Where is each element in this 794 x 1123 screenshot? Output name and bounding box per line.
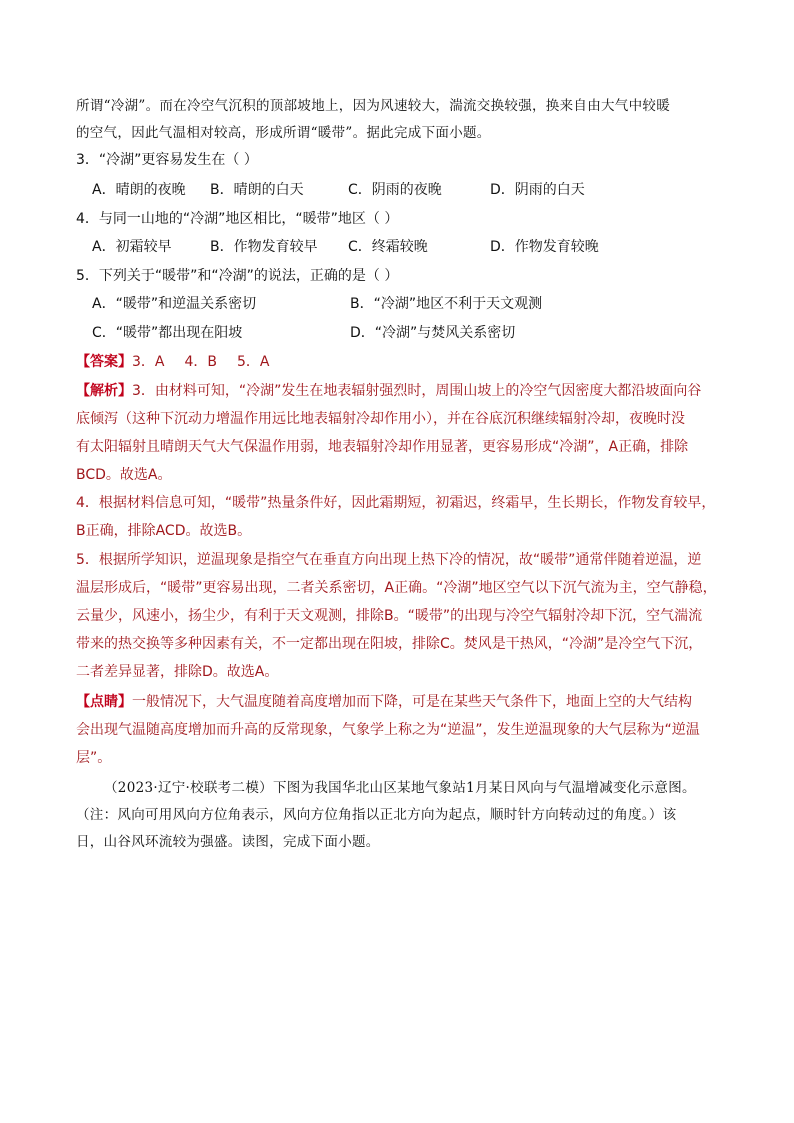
question-3-stem: 3．“冷湖”更容易发生在（ ） bbox=[76, 152, 258, 168]
next-intro-line-3: 日，山谷风环流较为强盛。读图，完成下面小题。 bbox=[76, 834, 380, 850]
note-line-1 bbox=[76, 692, 692, 712]
intro-line-2: 的空气，因此气温相对较高，形成所谓“暖带”。据此完成下面小题。 bbox=[76, 125, 491, 141]
question-4-stem: 4．与同一山地的“冷湖”地区相比，“暖带”地区（ ） bbox=[76, 211, 399, 227]
option-4a: A．初霜较早 bbox=[92, 239, 172, 255]
question-5-options-row-1 bbox=[92, 294, 542, 314]
next-intro-line-2: （注：风向可用风向方位角表示，风向方位角指以正北方向为起点，顺时针方向转动过的角度。）该 bbox=[76, 807, 677, 823]
analysis-line-4: BCD。故选A。 bbox=[76, 467, 172, 483]
answer-tag: 【答案】 bbox=[76, 354, 132, 370]
option-3c: C．阴雨的夜晚 bbox=[348, 182, 442, 198]
question-4-options bbox=[92, 237, 599, 257]
analysis-line-8: 温层形成后，“暖带”更容易出现，二者关系密切，A正确。“冷湖”地区空气以下沉气流为主，空气静稳， bbox=[76, 580, 717, 596]
option-3d: D．阴雨的白天 bbox=[490, 182, 585, 198]
option-5c: C．“暖带”都出现在阳坡 bbox=[92, 325, 243, 341]
question-3-options bbox=[92, 180, 585, 200]
option-4d: D．作物发育较晚 bbox=[490, 239, 599, 255]
analysis-line-2: 底倾泻（这种下沉动力增温作用远比地表辐射冷却作用小），并在谷底沉积继续辐射冷却，夜晚时没 bbox=[76, 411, 685, 427]
answer-3: 3．A bbox=[132, 354, 165, 370]
option-3a: A．晴朗的夜晚 bbox=[92, 182, 186, 198]
analysis-line-6: B正确，排除ACD。故选B。 bbox=[76, 523, 252, 539]
intro-line-1: 所谓“冷湖”。而在冷空气沉积的顶部坡地上，因为风速较大，湍流交换较强，换来自由大气中较暖 bbox=[76, 98, 671, 114]
option-3b: B．晴朗的白天 bbox=[210, 182, 304, 198]
question-5-stem: 5．下列关于“暖带”和“冷湖”的说法，正确的是（ ） bbox=[76, 268, 399, 284]
note-text-1: 一般情况下，大气温度随着高度增加而下降，可是在某些天气条件下，地面上空的大气结构 bbox=[132, 694, 692, 710]
analysis-line-11: 二者差异显著，排除D。故选A。 bbox=[76, 664, 279, 680]
note-tag: 【点睛】 bbox=[76, 694, 132, 710]
analysis-line-1 bbox=[76, 381, 701, 401]
note-line-2: 会出现气温随高度增加而升高的反常现象，气象学上称之为“逆温”，发生逆温现象的大气层称为“逆温 bbox=[76, 722, 700, 738]
answer-5: 5．A bbox=[237, 354, 270, 370]
option-4c: C．终霜较晚 bbox=[348, 239, 428, 255]
analysis-text-1: 3．由材料可知，“冷湖”发生在地表辐射强烈时，周围山坡上的冷空气因密度大都沿坡面向谷 bbox=[132, 383, 702, 399]
analysis-line-9: 云量少，风速小，扬尘少，有利于天文观测，排除B。“暖带”的出现与冷空气辐射冷却下沉，空气湍流 bbox=[76, 608, 703, 624]
option-5a: A．“暖带”和逆温关系密切 bbox=[92, 296, 257, 312]
analysis-tag: 【解析】 bbox=[76, 383, 132, 399]
analysis-line-5: 4．根据材料信息可知，“暖带”热量条件好，因此霜期短，初霜迟，终霜早，生长期长，作物发育较早， bbox=[76, 495, 716, 511]
answer-row bbox=[76, 352, 289, 372]
analysis-line-7: 5．根据所学知识，逆温现象是指空气在垂直方向出现上热下冷的情况，故“暖带”通常伴随着逆温，逆 bbox=[76, 552, 702, 568]
analysis-line-3: 有太阳辐射且晴朗天气大气保温作用弱，地表辐射冷却作用显著，更容易形成“冷湖”，A正确，排除 bbox=[76, 439, 689, 455]
option-4b: B．作物发育较早 bbox=[210, 239, 318, 255]
next-intro-line-1: （2023·辽宁·校联考二模）下图为我国华北山区某地气象站1月某日风向与气温增减变化示意图。 bbox=[104, 780, 696, 796]
note-line-3: 层”。 bbox=[76, 750, 112, 766]
analysis-line-10: 带来的热交换等多种因素有关，不一定都出现在阳坡，排除C。焚风是干热风，“冷湖”是冷空气下沉， bbox=[76, 636, 703, 652]
option-5b: B．“冷湖”地区不利于天文观测 bbox=[350, 296, 543, 312]
question-5-options-row-2 bbox=[92, 323, 515, 343]
answer-4: 4．B bbox=[184, 354, 217, 370]
option-5d: D．“冷湖”与焚风关系密切 bbox=[350, 325, 516, 341]
